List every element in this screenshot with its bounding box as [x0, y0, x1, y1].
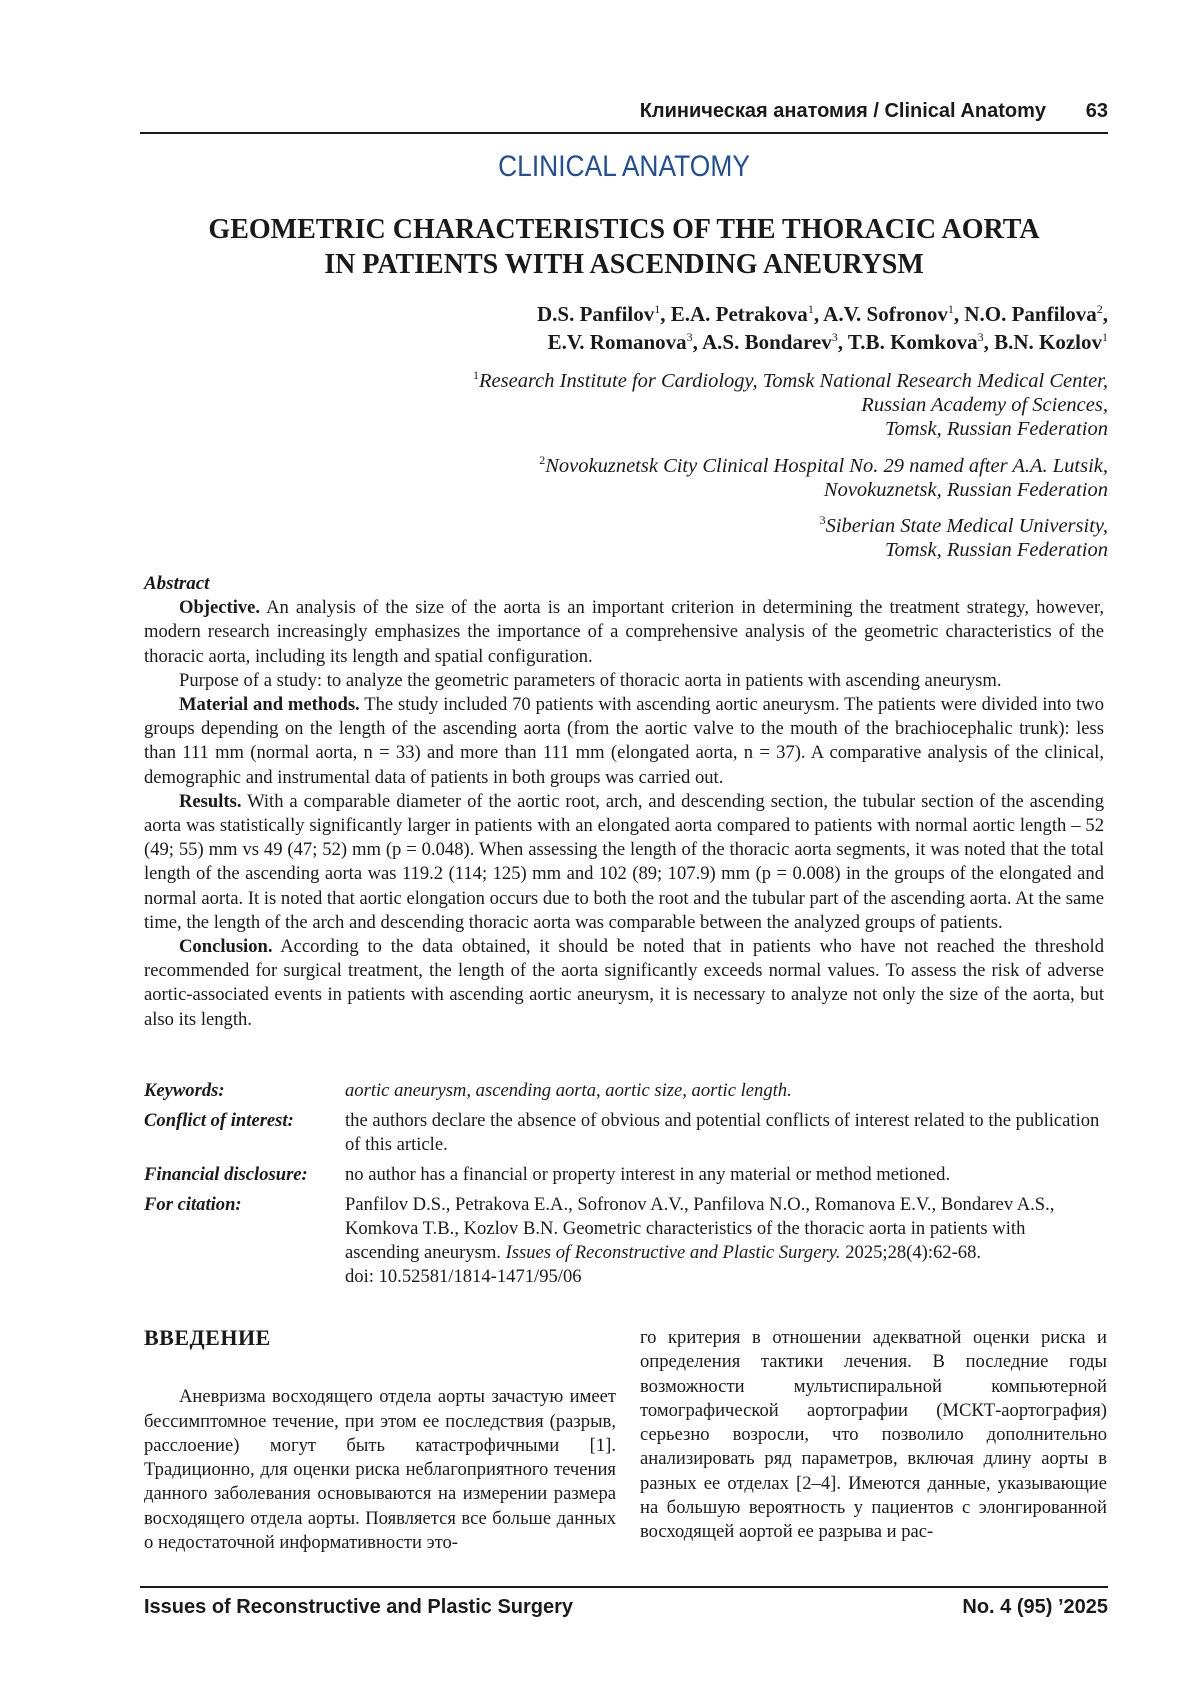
- affiliation-line: Research Institute for Cardiology, Tomsk National Research Medical Center,: [479, 370, 1108, 392]
- running-title: Клиническая анатомия / Clinical Anatomy: [639, 100, 1046, 122]
- affiliation-number: 1: [473, 368, 480, 383]
- affiliation-line: Tomsk, Russian Federation: [884, 539, 1108, 561]
- running-header: [140, 96, 1108, 134]
- intro-paragraph-right: го критерия в отношении адекватной оценки риска и определения тактики лечения. В последние годы возможности мультиспиральной компьютерной томографической аортографии (МСКТ-аортография) серьезно возросли, что позволило дополнительно анализировать ряд параметров, включая длину аорты в разных ее отделах [2–4]. Имеются данные, указывающие на большую вероятность у пациентов с элонгированной восходящей аортой ее разрыва и рас-: [640, 1327, 1107, 1543]
- affiliation-line: Novokuznetsk City Clinical Hospital No. 29 named after A.A. Lutsik,: [545, 455, 1108, 477]
- affiliation-3: [820, 514, 1108, 562]
- author-aff-mark: 3: [686, 330, 693, 344]
- citation-journal: Issues of Reconstructive and Plastic Surgery.: [505, 1242, 841, 1263]
- author-aff-mark: 1: [1102, 330, 1108, 344]
- keywords-label: Keywords:: [144, 1080, 225, 1101]
- article-metadata: [144, 1079, 1104, 1295]
- author-name: T.B. Komkova: [847, 330, 978, 354]
- issue-number: No. 4 (95) ’2025: [962, 1596, 1108, 1618]
- conclusion-label: Conclusion.: [179, 936, 273, 958]
- abstract-results: [144, 790, 1104, 935]
- conflict-row: [144, 1109, 1104, 1157]
- author-name: A.S. Bondarev: [702, 330, 832, 354]
- results-label: Results.: [179, 790, 242, 812]
- author-aff-mark: 1: [807, 302, 814, 316]
- financial-label: Financial disclosure:: [144, 1164, 308, 1185]
- author-name: E.A. Petrakova: [670, 302, 808, 326]
- affiliation-line: Russian Academy of Sciences,: [861, 394, 1108, 416]
- citation-doi[interactable]: doi: 10.52581/1814-1471/95/06: [345, 1266, 582, 1287]
- affiliation-number: 3: [819, 513, 826, 528]
- page-number: 63: [1085, 100, 1108, 122]
- title-line-2: IN PATIENTS WITH ASCENDING ANEURYSM: [324, 249, 924, 280]
- objective-text: An analysis of the size of the aorta is an important criterion in determining the treatment strategy, however, modern research increasingly emphasizes the importance of a comprehensive analysis of the geometric characteristics of the thoracic aorta, including its length and spatial configuration.: [144, 597, 1104, 667]
- intro-heading: ВВЕДЕНИЕ: [144, 1325, 271, 1350]
- author-line-1: D.S. Panfilov$^1$, E.A. Petrakova$^1$, A.V. Sofronov$^1$, N.O. Panfilova$^2$,: [536, 302, 1108, 326]
- results-text: With a comparable diameter of the aortic root, arch, and descending section, the tubular section of the ascending aorta was statistically significantly larger in patients with an elongated aorta compared to patients with normal aortic length – 52 (49; 55) mm vs 49 (47; 52) mm (p = 0.048). When assessing the length of the thoracic aorta segments, it was noted that the total length of the ascending aorta was 119.2 (114; 125) mm and 102 (89; 107.9) mm (p = 0.008) in the groups of the elongated and normal aorta. It is noted that aortic elongation occurs due to both the root and the tubular part of the ascending aorta. At the same time, the length of the arch and descending thoracic aorta was comparable between the analyzed groups of patients.: [144, 790, 1105, 933]
- financial-value: no author has a financial or property interest in any material or method metioned.: [345, 1164, 951, 1185]
- affiliation-number: 2: [539, 453, 546, 468]
- abstract: [144, 572, 1104, 1032]
- conflict-value: the authors declare the absence of obvious and potential conflicts of interest related to the publication of this article.: [345, 1110, 1100, 1155]
- author-aff-mark: 2: [1096, 302, 1103, 316]
- methods-label: Material and methods.: [179, 694, 360, 716]
- author-aff-mark: 3: [977, 330, 984, 344]
- author-aff-mark: 1: [654, 302, 661, 316]
- citation-row: [144, 1193, 1104, 1289]
- citation-label: For citation:: [144, 1194, 242, 1215]
- running-footer: [140, 1586, 1108, 1624]
- keywords-row: [144, 1079, 1104, 1103]
- abstract-conclusion: [144, 935, 1104, 1032]
- affiliation-1: [473, 369, 1108, 441]
- author-list: [537, 300, 1108, 356]
- conflict-label: Conflict of interest:: [144, 1110, 294, 1131]
- intro-column-left: [144, 1326, 616, 1555]
- title-line-1: GEOMETRIC CHARACTERISTICS OF THE THORACIC AORTA: [208, 214, 1040, 245]
- journal-name: Issues of Reconstructive and Plastic Surgery: [144, 1596, 574, 1618]
- author-name: B.N. Kozlov: [994, 330, 1102, 354]
- intro-column-right: [640, 1326, 1107, 1545]
- affiliation-2: [539, 454, 1108, 502]
- author-name: A.V. Sofronov: [823, 302, 948, 326]
- conclusion-text: According to the data obtained, it should be noted that in patients who have not reached the threshold recommended for surgical treatment, the length of the aorta significantly exceeds normal values. To assess the risk of adverse aortic-associated events in patients with ascending aortic aneurysm, it is necessary to analyze not only the size of the aorta, but also its length.: [144, 936, 1104, 1030]
- article-title: [140, 212, 1108, 282]
- section-name: CLINICAL ANATOMY: [498, 150, 750, 183]
- abstract-purpose: Purpose of a study: to analyze the geometric parameters of thoracic aorta in patients with ascending aneurysm.: [179, 669, 1002, 691]
- abstract-heading: Abstract: [144, 573, 210, 594]
- methods-text: The study included 70 patients with ascending aortic aneurysm. The patients were divided into two groups depending on the length of the ascending aorta (from the aortic valve to the mouth of the brachiocephalic trunk): less than 111 mm (normal aorta, n = 33) and more than 111 mm (elongated aorta, n = 37). A comparative analysis of the clinical, demographic and instrumental data of patients in both groups was carried out.: [144, 694, 1105, 788]
- abstract-objective: [144, 596, 1104, 669]
- citation-value: [345, 1193, 1104, 1289]
- affiliation-line: Siberian State Medical University,: [825, 515, 1108, 537]
- author-name: E.V. Romanova: [547, 330, 687, 354]
- keywords-value: aortic aneurysm, ascending aorta, aortic size, aortic length.: [345, 1080, 792, 1101]
- financial-row: [144, 1163, 1104, 1187]
- author-name: D.S. Panfilov: [536, 302, 655, 326]
- objective-label: Objective.: [179, 597, 261, 619]
- citation-text: Panfilov D.S., Petrakova E.A., Sofronov A.V., Panfilova N.O., Romanova E.V., Bondarev A.S., Komkova T.B., Kozlov B.N. Geometric characteristics of the thoracic aorta in patients with ascending aneurysm.: [345, 1194, 1055, 1263]
- author-line-2: E.V. Romanova$^3$, A.S. Bondarev$^3$, T.B. Komkova$^3$, B.N. Kozlov$^1$: [547, 330, 1108, 354]
- author-aff-mark: 1: [947, 302, 954, 316]
- abstract-methods: [144, 693, 1104, 790]
- citation-volume: 2025;28(4):62-68.: [845, 1242, 982, 1263]
- author-aff-mark: 3: [831, 330, 838, 344]
- affiliation-line: Tomsk, Russian Federation: [884, 418, 1108, 440]
- author-name: N.O. Panfilova: [964, 302, 1097, 326]
- affiliation-line: Novokuznetsk, Russian Federation: [823, 479, 1108, 501]
- intro-paragraph-left: Аневризма восходящего отдела аорты зачастую имеет бессимптомное течение, при этом ее последствия (разрыв, расслоение) могут быть катастрофичными [1]. Традиционно, для оценки риска неблагоприятного течения данного заболевания основываются на измерении размера восходящего отдела аорты. Появляется все больше данных о недостаточной информативности это-: [144, 1386, 616, 1554]
